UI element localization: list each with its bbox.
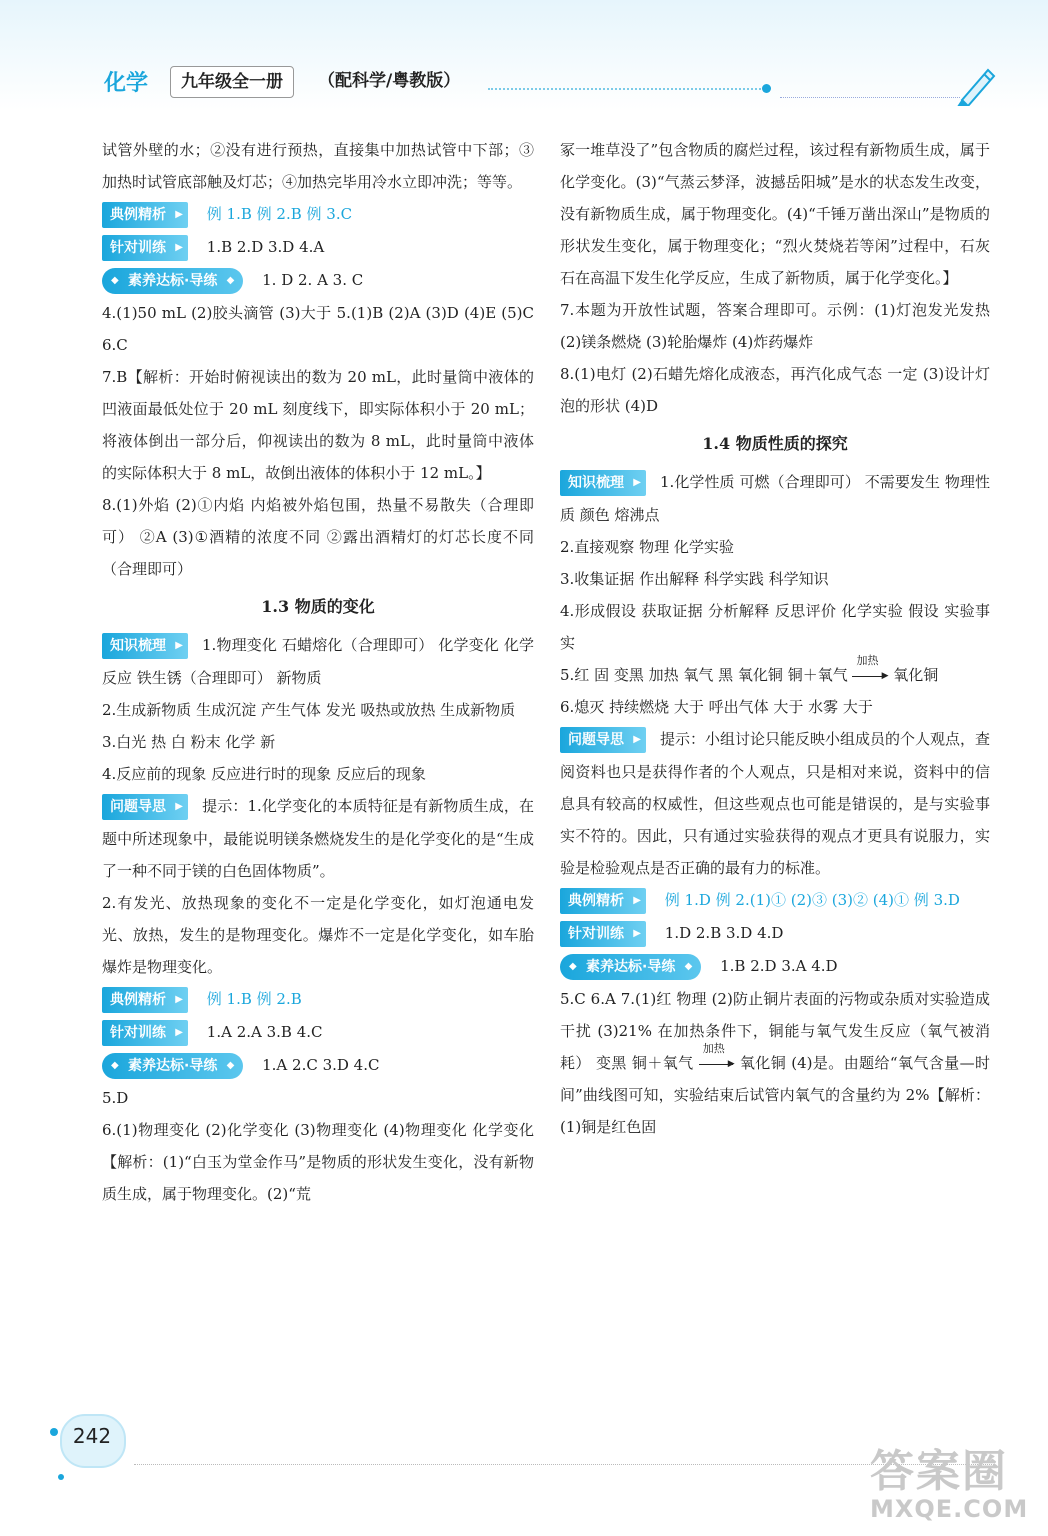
answer-row bbox=[560, 723, 990, 884]
header-dotted-line bbox=[488, 88, 768, 90]
answer-row bbox=[102, 790, 534, 887]
answer-row bbox=[560, 950, 990, 983]
answer-text: 提示：1.化学变化的本质特征是有新物质生成，在题中所述现象中，最能说明镁条燃烧发生的是化学变化的是“生成了一种不同于镁的白色固体物质”。 bbox=[102, 797, 534, 880]
answer-text: 5.C 6.A 7.(1)红 物理 (2)防止铜片表面的污物或杂质对实验造成干扰 (3)21% 在加热条件下，铜能与氧气发生反应（氧气被消耗） 变黑 铜＋氧气 bbox=[560, 990, 990, 1072]
paragraph: 2.直接观察 物理 化学实验 bbox=[560, 538, 734, 556]
paragraph: 4.形成假设 获取证据 分析解释 反思评价 化学实验 假设 实验事实 bbox=[560, 602, 990, 652]
header-background bbox=[0, 0, 1048, 110]
paragraph: 试管外壁的水；②没有进行预热，直接集中加热试管中下部；③加热时试管底部触及灯芯；④加热完毕用冷水立即冲洗；等等。 bbox=[102, 141, 534, 191]
footer-dotted-line bbox=[134, 1464, 994, 1465]
section-title: 1.3 物质的变化 bbox=[261, 597, 375, 616]
answer-text: 例 1.B 例 2.B bbox=[206, 990, 302, 1008]
tag-literacy: ◆ 素养达标·导练 ◆ bbox=[102, 1053, 243, 1079]
answer-text: 1.A 2.A 3.B 4.C bbox=[206, 1023, 323, 1041]
decor-dot bbox=[58, 1474, 64, 1480]
header-thin-line bbox=[780, 97, 960, 98]
right-column bbox=[560, 134, 990, 1143]
page-number: 242 bbox=[72, 1424, 112, 1448]
edition-label: （配科学/粤教版） bbox=[318, 71, 461, 91]
answer-row bbox=[560, 917, 990, 950]
answer-text: 1.A 2.C 3.D 4.C bbox=[262, 1056, 380, 1074]
answer-row bbox=[102, 264, 534, 297]
answer-text: 氧化铜 (4)是。由题给“氧气含量—时间”曲线图可知，实验结束后试管内氧气的含量约为 2%【解析：(1)铜是红色固 bbox=[560, 1054, 990, 1136]
reaction-arrow-icon: 加热 ▶ bbox=[699, 1057, 735, 1071]
arrow-label: 加热 bbox=[856, 654, 879, 667]
tag-targeted-practice: 针对训练 ▶ bbox=[560, 921, 646, 947]
paragraph: 2.有发光、放热现象的变化不一定是化学变化，如灯泡通电发光、放热，发生的是物理变化。爆炸不一定是化学变化，如车胎爆炸是物理变化。 bbox=[102, 894, 534, 976]
answer-text: 1.物理变化 石蜡熔化（合理即可） 化学变化 化学反应 铁生锈（合理即可） 新物质 bbox=[102, 636, 534, 687]
answer-row bbox=[102, 231, 534, 264]
answer-text: 5.红 固 变黑 加热 氧气 黑 氧化铜 铜＋氧气 bbox=[560, 666, 848, 684]
answer-text: 1.B 2.D 3.A 4.D bbox=[720, 957, 838, 975]
answer-row bbox=[102, 1016, 534, 1049]
grade-label: 九年级全一册 bbox=[170, 66, 294, 98]
tag-targeted-practice: 针对训练 ▶ bbox=[102, 235, 188, 261]
answer-text: 例 1.D 例 2.(1)① (2)③ (3)② (4)① 例 3.D bbox=[664, 891, 960, 909]
tag-literacy: ◆ 素养达标·导练 ◆ bbox=[102, 268, 243, 294]
answer-row bbox=[102, 198, 534, 231]
watermark-logo bbox=[870, 1448, 1040, 1528]
paragraph: 6.熄灭 持续燃烧 大于 呼出气体 大于 水雾 大于 bbox=[560, 698, 873, 716]
tag-knowledge: 知识梳理 ▶ bbox=[560, 470, 646, 496]
reaction-arrow-icon: 加热 ▶ bbox=[852, 669, 888, 683]
tag-question-guide: 问题导思 ▶ bbox=[560, 727, 646, 753]
answer-text: 氧化铜 bbox=[893, 666, 939, 684]
paragraph: 8.(1)电灯 (2)石蜡先熔化成液态，再汽化成气态 一定 (3)设计灯泡的形状 (4)D bbox=[560, 365, 990, 415]
header-dot bbox=[762, 84, 771, 93]
answer-text: 例 1.B 例 2.B 例 3.C bbox=[206, 205, 353, 223]
paragraph: 4.反应前的现象 反应进行时的现象 反应后的现象 bbox=[102, 765, 426, 783]
tag-literacy: ◆ 素养达标·导练 ◆ bbox=[560, 954, 701, 980]
paragraph: 3.白光 热 白 粉末 化学 新 bbox=[102, 733, 276, 751]
answer-text: 1.D 2.B 3.D 4.D bbox=[664, 924, 784, 942]
paragraph: 7.B【解析：开始时俯视读出的数为 20 mL，此时量筒中液体的凹液面最低处位于 20 mL 刻度线下，即实际体积小于 20 mL；将液体倒出一部分后，仰视读出的数为 8 mL，此时量筒中液体的实际体积大于 8 mL，故倒出液体的体积小于 12 mL。】 bbox=[102, 368, 534, 482]
paragraph: 3.收集证据 作出解释 科学实践 科学知识 bbox=[560, 570, 829, 588]
arrow-label: 加热 bbox=[702, 1042, 725, 1055]
tag-question-guide: 问题导思 ▶ bbox=[102, 794, 188, 820]
tag-knowledge: 知识梳理 ▶ bbox=[102, 633, 188, 659]
answer-text: 1.化学性质 可燃（合理即可） 不需要发生 物理性质 颜色 熔沸点 bbox=[560, 473, 990, 524]
answer-row bbox=[560, 884, 990, 917]
answer-row bbox=[102, 1049, 534, 1082]
tag-example-analysis: 典例精析 ▶ bbox=[560, 888, 646, 914]
tag-example-analysis: 典例精析 ▶ bbox=[102, 987, 188, 1013]
paragraph: 7.本题为开放性试题，答案合理即可。示例：(1)灯泡发光发热 (2)镁条燃烧 (3)轮胎爆炸 (4)炸药爆炸 bbox=[560, 301, 990, 351]
paragraph: 5.D bbox=[102, 1089, 129, 1107]
tag-targeted-practice: 针对训练 ▶ bbox=[102, 1020, 188, 1046]
pen-icon bbox=[948, 62, 998, 106]
tag-example-analysis: 典例精析 ▶ bbox=[102, 202, 188, 228]
paragraph: 8.(1)外焰 (2)①内焰 内焰被外焰包围，热量不易散失（合理即可） ②A (3)①酒精的浓度不同 ②露出酒精灯的灯芯长度不同（合理即可） bbox=[102, 496, 534, 578]
paragraph: 2.生成新物质 生成沉淀 产生气体 发光 吸热或放热 生成新物质 bbox=[102, 701, 516, 719]
paragraph bbox=[560, 654, 990, 691]
answer-row bbox=[102, 629, 534, 694]
watermark-url: MXQE.COM bbox=[870, 1495, 1029, 1523]
paragraph: 冢一堆草没了”包含物质的腐烂过程，该过程有新物质生成，属于化学变化。(3)“气蒸云梦泽，波撼岳阳城”是水的状态发生改变，没有新物质生成，属于物理变化。(4)“千锤万凿出深山”是物质的形状发生变化，属于物理变化；“烈火焚烧若等闲”过程中，石灰石在高温下发生化学反应，生成了新物质，属于化学变化。】 bbox=[560, 141, 990, 287]
answer-text: 1.B 2.D 3.D 4.A bbox=[206, 238, 325, 256]
watermark-text: 答案圈 bbox=[870, 1446, 1008, 1497]
paragraph: 6.(1)物理变化 (2)化学变化 (3)物理变化 (4)物理变化 化学变化【解析：(1)“白玉为堂金作马”是物质的形状发生变化，没有新物质生成，属于物理变化。(2)“荒 bbox=[102, 1121, 534, 1203]
left-column bbox=[102, 134, 534, 1210]
section-title: 1.4 物质性质的探究 bbox=[702, 434, 848, 453]
paragraph bbox=[560, 983, 990, 1143]
answer-row bbox=[560, 466, 990, 531]
subject-label: 化学 bbox=[104, 71, 149, 96]
answer-text: 提示：小组讨论只能反映小组成员的个人观点，查阅资料也只是获得作者的个人观点，只是相对来说，资料中的信息具有较高的权威性，但这些观点也可能是错误的，是与实验事实不符的。因此，只有通过实验获得的观点才更具有说服力，实验是检验观点是否正确的最有力的标准。 bbox=[560, 730, 991, 877]
decor-dot bbox=[50, 1428, 58, 1436]
answer-row bbox=[102, 983, 534, 1016]
paragraph: 4.(1)50 mL (2)胶头滴管 (3)大于 5.(1)B (2)A (3)D (4)E (5)C 6.C bbox=[102, 304, 534, 354]
answer-text: 1. D 2. A 3. C bbox=[262, 271, 364, 289]
